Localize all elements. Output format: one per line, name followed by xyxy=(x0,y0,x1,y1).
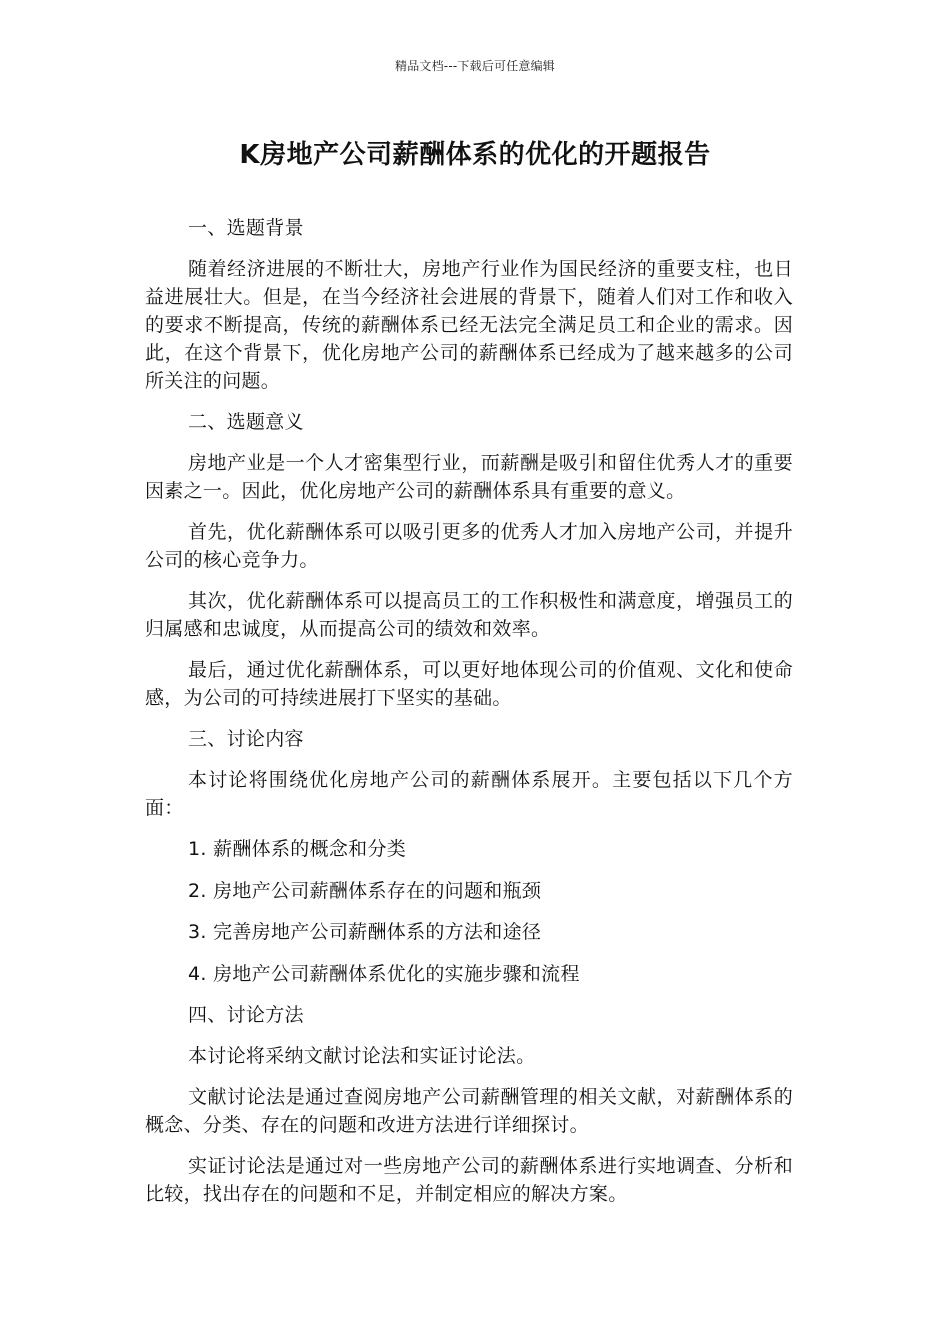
document-body xyxy=(145,214,793,1221)
paragraph-method-empirical: 实证讨论法是通过对一些房地产公司的薪酬体系进行实地调查、分析和比较，找出存在的问题和不足，并制定相应的解决方案。 xyxy=(145,1155,793,1205)
paragraph-significance-intro: 房地产业是一个人才密集型行业，而薪酬是吸引和留住优秀人才的重要因素之一。因此，优化房地产公司的薪酬体系具有重要的意义。 xyxy=(145,452,793,502)
document-title: K房地产公司薪酬体系的优化的开题报告 xyxy=(239,140,711,170)
list-item: 4. 房地产公司薪酬体系优化的实施步骤和流程 xyxy=(188,962,580,985)
paragraph-significance-last: 最后，通过优化薪酬体系，可以更好地体现公司的价值观、文化和使命感，为公司的可持续进展打下坚实的基础。 xyxy=(145,659,793,709)
paragraph-significance-first: 首先，优化薪酬体系可以吸引更多的优秀人才加入房地产公司，并提升公司的核心竞争力。 xyxy=(145,521,793,571)
section-heading-method: 四、讨论方法 xyxy=(188,1004,304,1026)
section-heading-content: 三、讨论内容 xyxy=(188,728,304,750)
paragraph-significance-second: 其次，优化薪酬体系可以提高员工的工作积极性和满意度，增强员工的归属感和忠诚度，从而提高公司的绩效和效率。 xyxy=(145,590,793,640)
paragraph-method-intro: 本讨论将采纳文献讨论法和实证讨论法。 xyxy=(188,1045,536,1067)
section-heading-background: 一、选题背景 xyxy=(188,217,304,239)
section-heading-significance: 二、选题意义 xyxy=(188,411,304,433)
list-item: 1. 薪酬体系的概念和分类 xyxy=(188,838,407,860)
list-item: 2. 房地产公司薪酬体系存在的问题和瓶颈 xyxy=(188,879,542,902)
header-note: 精品文档---下载后可任意编辑 xyxy=(395,59,555,73)
paragraph-background: 随着经济进展的不断壮大，房地产行业作为国民经济的重要支柱，也日益进展壮大。但是，在当今经济社会进展的背景下，随着人们对工作和收入的要求不断提高，传统的薪酬体系已经无法完全满足员工和企业的需求。因此，在这个背景下，优化房地产公司的薪酬体系已经成为了越来越多的公司所关注的问题。 xyxy=(145,258,793,392)
list-item: 3. 完善房地产公司薪酬体系的方法和途径 xyxy=(188,921,542,943)
paragraph-method-literature: 文献讨论法是通过查阅房地产公司薪酬管理的相关文献，对薪酬体系的概念、分类、存在的问题和改进方法进行详细探讨。 xyxy=(145,1086,793,1136)
paragraph-content-intro: 本讨论将围绕优化房地产公司的薪酬体系展开。主要包括以下几个方面： xyxy=(145,769,793,819)
content-list xyxy=(145,835,793,988)
